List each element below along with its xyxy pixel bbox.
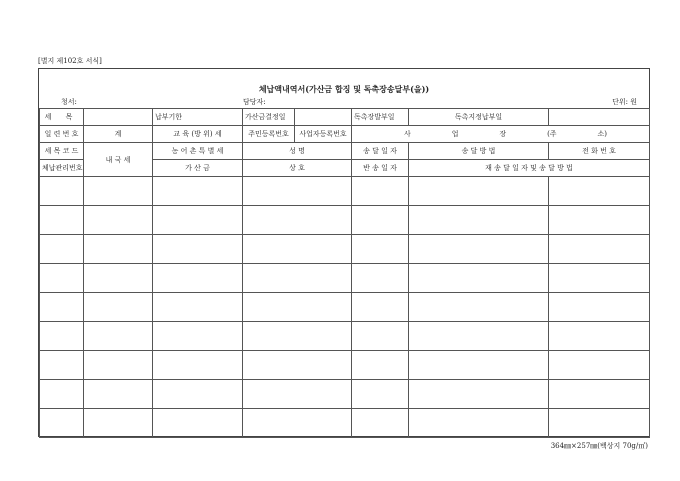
surcharge-date-label: 가산금결정일 bbox=[243, 109, 295, 126]
redelivery-label: 재 송 달 일 자 및 송 달 방 법 bbox=[409, 160, 650, 177]
address-label bbox=[352, 126, 650, 143]
blank-cell[interactable] bbox=[243, 409, 352, 438]
reg-no-label: 일 련 번 호 bbox=[40, 126, 84, 143]
address-char-5: 소) bbox=[597, 130, 607, 138]
address-char-3: 장 bbox=[499, 130, 507, 138]
table-row bbox=[40, 206, 650, 235]
blank-cell[interactable] bbox=[84, 206, 153, 235]
blank-cell[interactable] bbox=[243, 264, 352, 293]
blank-cell[interactable] bbox=[84, 322, 153, 351]
office-label: 청서: bbox=[61, 98, 77, 106]
blank-cell[interactable] bbox=[243, 351, 352, 380]
blank-cell[interactable] bbox=[549, 264, 650, 293]
blank-cell[interactable] bbox=[549, 235, 650, 264]
tax-item-value[interactable] bbox=[84, 109, 153, 126]
table-row bbox=[40, 235, 650, 264]
table-row bbox=[40, 322, 650, 351]
unit-label: 단위: 원 bbox=[612, 98, 637, 106]
blank-cell[interactable] bbox=[409, 206, 549, 235]
blank-cell[interactable] bbox=[40, 409, 84, 438]
tax-code-label: 세 목 코 드 bbox=[40, 143, 84, 160]
blank-cell[interactable] bbox=[549, 409, 650, 438]
form-frame bbox=[38, 68, 650, 437]
blank-cell[interactable] bbox=[409, 177, 549, 206]
blank-cell[interactable] bbox=[409, 409, 549, 438]
blank-cell[interactable] bbox=[409, 264, 549, 293]
blank-cell[interactable] bbox=[243, 322, 352, 351]
blank-cell[interactable] bbox=[40, 322, 84, 351]
business-no-label: 사업자등록번호 bbox=[295, 126, 352, 143]
edu-tax-label: 교 육 (방 위) 세 bbox=[153, 126, 243, 143]
surcharge-label: 가 산 금 bbox=[153, 160, 243, 177]
blank-cell[interactable] bbox=[84, 409, 153, 438]
delivery-date-label: 송 달 일 자 bbox=[352, 143, 409, 160]
blank-cell[interactable] bbox=[549, 206, 650, 235]
blank-cell[interactable] bbox=[153, 293, 243, 322]
tax-item-label: 세 목 bbox=[40, 109, 84, 126]
blank-cell[interactable] bbox=[40, 351, 84, 380]
blank-cell[interactable] bbox=[243, 293, 352, 322]
table-row bbox=[40, 264, 650, 293]
trade-name-label: 상 호 bbox=[243, 160, 352, 177]
table-row bbox=[40, 293, 650, 322]
blank-cell[interactable] bbox=[352, 380, 409, 409]
blank-cell[interactable] bbox=[153, 409, 243, 438]
blank-cell[interactable] bbox=[153, 264, 243, 293]
name-label: 성 명 bbox=[243, 143, 352, 160]
blank-cell[interactable] bbox=[409, 380, 549, 409]
resident-no-label: 주민등록번호 bbox=[243, 126, 295, 143]
blank-cell[interactable] bbox=[409, 235, 549, 264]
blank-cell[interactable] bbox=[243, 380, 352, 409]
blank-cell[interactable] bbox=[40, 177, 84, 206]
blank-cell[interactable] bbox=[153, 351, 243, 380]
blank-cell[interactable] bbox=[352, 293, 409, 322]
surcharge-date-value[interactable] bbox=[295, 109, 352, 126]
header-row-3 bbox=[40, 143, 650, 160]
header-row-1 bbox=[40, 109, 650, 126]
blank-cell[interactable] bbox=[84, 351, 153, 380]
delivery-method-label: 송 달 방 법 bbox=[409, 143, 549, 160]
blank-cell[interactable] bbox=[243, 206, 352, 235]
blank-cell[interactable] bbox=[40, 380, 84, 409]
form-number: [별지 제102호 서식] bbox=[38, 57, 102, 65]
blank-cell[interactable] bbox=[84, 235, 153, 264]
blank-cell[interactable] bbox=[153, 380, 243, 409]
total-label: 계 bbox=[84, 126, 153, 143]
phone-label: 전 화 번 호 bbox=[549, 143, 650, 160]
blank-cell[interactable] bbox=[352, 177, 409, 206]
blank-cell[interactable] bbox=[549, 293, 650, 322]
domestic-tax-label: 내 국 세 bbox=[84, 143, 153, 177]
blank-cell[interactable] bbox=[409, 322, 549, 351]
blank-cell[interactable] bbox=[243, 235, 352, 264]
address-char-1: 사 bbox=[404, 130, 411, 138]
table-row bbox=[40, 177, 650, 206]
blank-cell[interactable] bbox=[153, 235, 243, 264]
form-title: 체납액내역서(가산금 합징 및 독촉장송달부(을)) bbox=[258, 84, 430, 94]
rural-tax-label: 농 어 촌 특 별 세 bbox=[153, 143, 243, 160]
blank-cell[interactable] bbox=[40, 206, 84, 235]
blank-cell[interactable] bbox=[40, 264, 84, 293]
due-date-label: 납부기한 bbox=[153, 109, 243, 126]
blank-cell[interactable] bbox=[84, 264, 153, 293]
blank-cell[interactable] bbox=[549, 177, 650, 206]
blank-cell[interactable] bbox=[153, 177, 243, 206]
blank-cell[interactable] bbox=[84, 177, 153, 206]
blank-cell[interactable] bbox=[40, 293, 84, 322]
blank-cell[interactable] bbox=[352, 206, 409, 235]
designated-date-label: 독촉지정납부일 bbox=[409, 109, 549, 126]
return-date-label: 반 송 일 자 bbox=[352, 160, 409, 177]
delinquency-no-label: 체납관리번호 bbox=[40, 160, 84, 177]
blank-cell[interactable] bbox=[549, 322, 650, 351]
blank-cell[interactable] bbox=[409, 351, 549, 380]
address-char-4: (주 bbox=[547, 130, 557, 138]
table-row bbox=[40, 351, 650, 380]
blank-cell[interactable] bbox=[549, 351, 650, 380]
blank-cell[interactable] bbox=[352, 322, 409, 351]
blank-cell[interactable] bbox=[352, 264, 409, 293]
blank-cell[interactable] bbox=[352, 351, 409, 380]
notice-date-label: 독촉장발부일 bbox=[352, 109, 409, 126]
blank-cell[interactable] bbox=[84, 293, 153, 322]
blank-cell[interactable] bbox=[153, 206, 243, 235]
blank-cell[interactable] bbox=[352, 235, 409, 264]
designated-date-value[interactable] bbox=[549, 109, 650, 126]
blank-cell[interactable] bbox=[549, 380, 650, 409]
blank-cell[interactable] bbox=[352, 409, 409, 438]
delinquency-table bbox=[39, 108, 650, 438]
address-char-2: 업 bbox=[451, 130, 459, 138]
header-row-2 bbox=[40, 126, 650, 143]
blank-cell[interactable] bbox=[84, 380, 153, 409]
blank-cell[interactable] bbox=[243, 177, 352, 206]
blank-cell[interactable] bbox=[409, 293, 549, 322]
table-row bbox=[40, 380, 650, 409]
manager-label: 담당자: bbox=[243, 98, 266, 106]
blank-cell[interactable] bbox=[40, 235, 84, 264]
blank-cell[interactable] bbox=[153, 322, 243, 351]
paper-spec: 364㎜×257㎜(백상지 70g/㎡) bbox=[550, 442, 648, 450]
table-row bbox=[40, 409, 650, 438]
